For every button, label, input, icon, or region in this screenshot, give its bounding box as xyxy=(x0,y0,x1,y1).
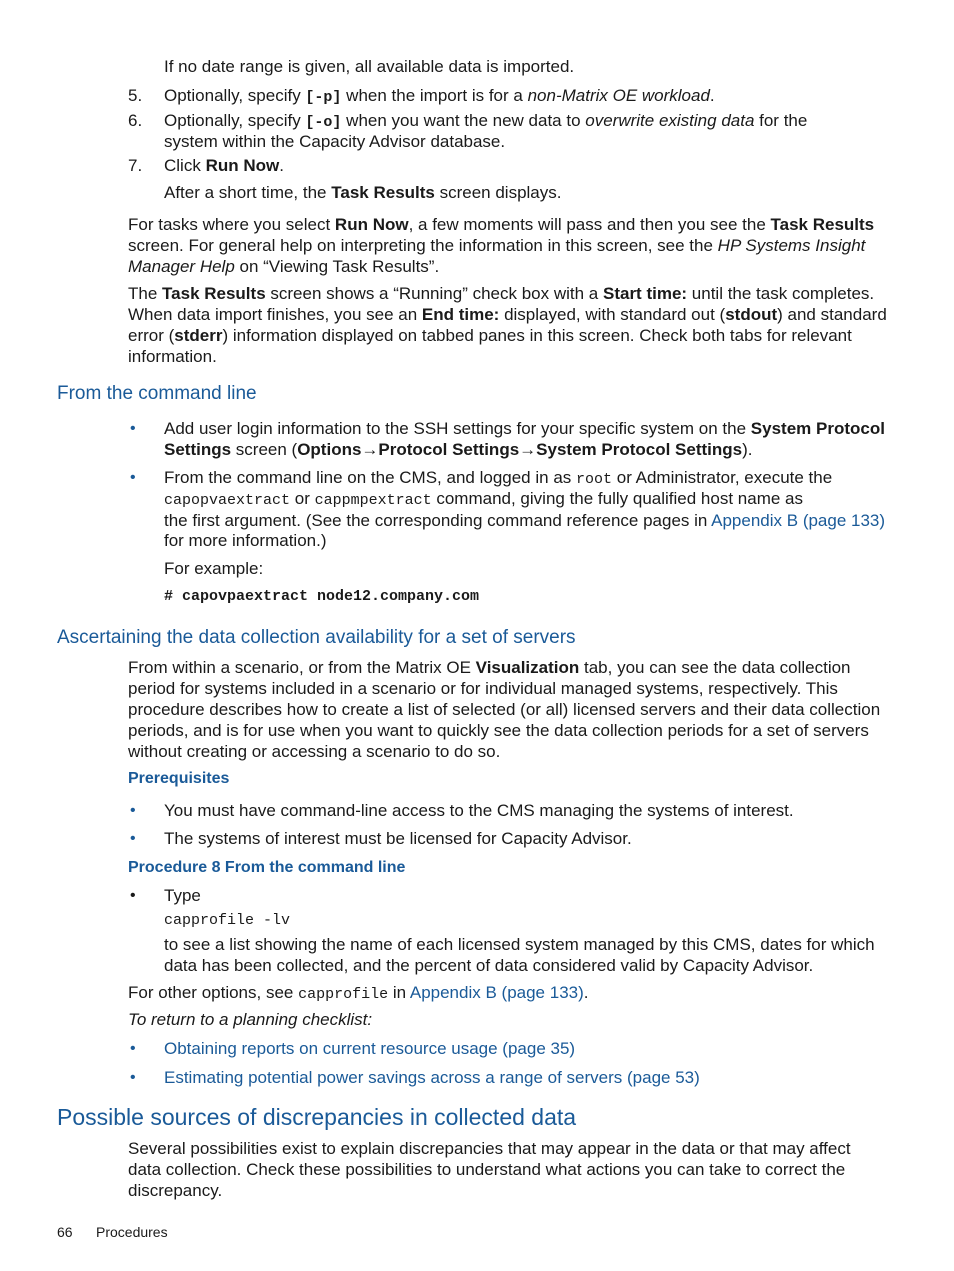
arrow-icon: → xyxy=(361,440,379,459)
list-item: You must have command-line access to the CMS managing the systems of interest. xyxy=(164,801,794,820)
text-line: without creating or accessing a scenario to do so. xyxy=(128,742,501,761)
bullet-icon: • xyxy=(130,1069,136,1086)
step-number: 6. xyxy=(128,111,143,130)
text-line: system within the Capacity Advisor database. xyxy=(164,132,506,151)
section-heading-ascertaining: Ascertaining the data collection availability for a set of servers xyxy=(57,627,576,648)
prerequisites-heading: Prerequisites xyxy=(128,770,230,787)
text-line: When data import finishes, you see an End time: displayed, with standard out (stdout) and standard xyxy=(128,305,887,324)
bullet-icon: • xyxy=(130,469,136,486)
list-item: Type xyxy=(164,886,201,905)
step-7: Click Run Now. xyxy=(164,156,284,175)
code-example: capprofile -lv xyxy=(164,912,291,929)
text-line: error (stderr) information displayed on tabbed panes in this screen. Check both tabs for relevant xyxy=(128,326,852,345)
bullet-icon: • xyxy=(130,1040,136,1057)
text-line: For other options, see capprofile in Appendix B (page 133). xyxy=(128,983,589,1003)
text-line: period for systems included in a scenario or for individual managed systems, respectively. This xyxy=(128,679,838,698)
list-item: From the command line on the CMS, and logged in as root or Administrator, execute the xyxy=(164,468,833,488)
text-line: data has been collected, and the percent of data considered valid by Capacity Advisor. xyxy=(164,956,814,975)
text-line: To return to a planning checklist: xyxy=(128,1010,373,1029)
text-line: procedure describes how to create a list of selected (or all) licensed servers and their data collection xyxy=(128,700,881,719)
list-item: capopvaextract or cappmpextract command, giving the fully qualified host name as xyxy=(164,489,803,509)
text-line: Several possibilities exist to explain discrepancies that may appear in the data or that may affect xyxy=(128,1139,851,1158)
text-line: discrepancy. xyxy=(128,1181,223,1200)
step-number: 7. xyxy=(128,156,143,175)
text-line: For tasks where you select Run Now, a few moments will pass and then you see the Task Results xyxy=(128,215,875,234)
bullet-icon: • xyxy=(130,887,136,904)
list-item: Settings screen (Options→Protocol Settings→System Protocol Settings). xyxy=(164,440,753,459)
text-line: The Task Results screen shows a “Running” check box with a Start time: until the task completes. xyxy=(128,284,875,303)
text-line: screen. For general help on interpreting the information in this screen, see the HP Systems Insight xyxy=(128,236,866,255)
list-item: the first argument. (See the corresponding command reference pages in Appendix B (page 133) xyxy=(164,511,886,530)
text-line: After a short time, the Task Results screen displays. xyxy=(164,183,562,202)
procedure-heading: Procedure 8 From the command line xyxy=(128,859,406,876)
text-line: For example: xyxy=(164,559,264,578)
text-line: If no date range is given, all available data is imported. xyxy=(164,57,575,76)
step-5: Optionally, specify [-p] when the import is for a non-Matrix OE workload. xyxy=(164,86,715,106)
footer-section: Procedures xyxy=(96,1224,168,1240)
checklist-link-power[interactable]: Estimating potential power savings across a range of servers (page 53) xyxy=(164,1068,700,1087)
text-line: to see a list showing the name of each licensed system managed by this CMS, dates for which xyxy=(164,935,875,954)
text-line: periods, and is for use when you want to quickly see the data collection periods for a set of servers xyxy=(128,721,869,740)
text-line: From within a scenario, or from the Matrix OE Visualization tab, you can see the data collection xyxy=(128,658,851,677)
arrow-icon: → xyxy=(519,440,537,459)
step-6: Optionally, specify [-o] when you want the new data to overwrite existing data for the xyxy=(164,111,808,131)
appendix-b-link[interactable]: Appendix B (page 133) xyxy=(711,511,886,530)
text-line: information. xyxy=(128,347,217,366)
text-line: Manager Help on “Viewing Task Results”. xyxy=(128,257,440,276)
text-line: for more information.) xyxy=(164,531,327,550)
section-heading-command-line: From the command line xyxy=(57,383,257,404)
page-number: 66 xyxy=(57,1224,73,1240)
appendix-b-link[interactable]: Appendix B (page 133) xyxy=(409,983,584,1002)
list-item: Add user login information to the SSH settings for your specific system on the System Protocol xyxy=(164,419,885,438)
bullet-icon: • xyxy=(130,830,136,847)
checklist-link-reports[interactable]: Obtaining reports on current resource usage (page 35) xyxy=(164,1039,576,1058)
code-example: # capovpaextract node12.company.com xyxy=(164,588,480,605)
section-heading-discrepancies: Possible sources of discrepancies in collected data xyxy=(57,1104,577,1130)
bullet-icon: • xyxy=(130,802,136,819)
text-line: data collection. Check these possibilities to understand what actions you can take to correct the xyxy=(128,1160,846,1179)
step-number: 5. xyxy=(128,86,143,105)
bullet-icon: • xyxy=(130,420,136,437)
list-item: The systems of interest must be licensed for Capacity Advisor. xyxy=(164,829,632,848)
